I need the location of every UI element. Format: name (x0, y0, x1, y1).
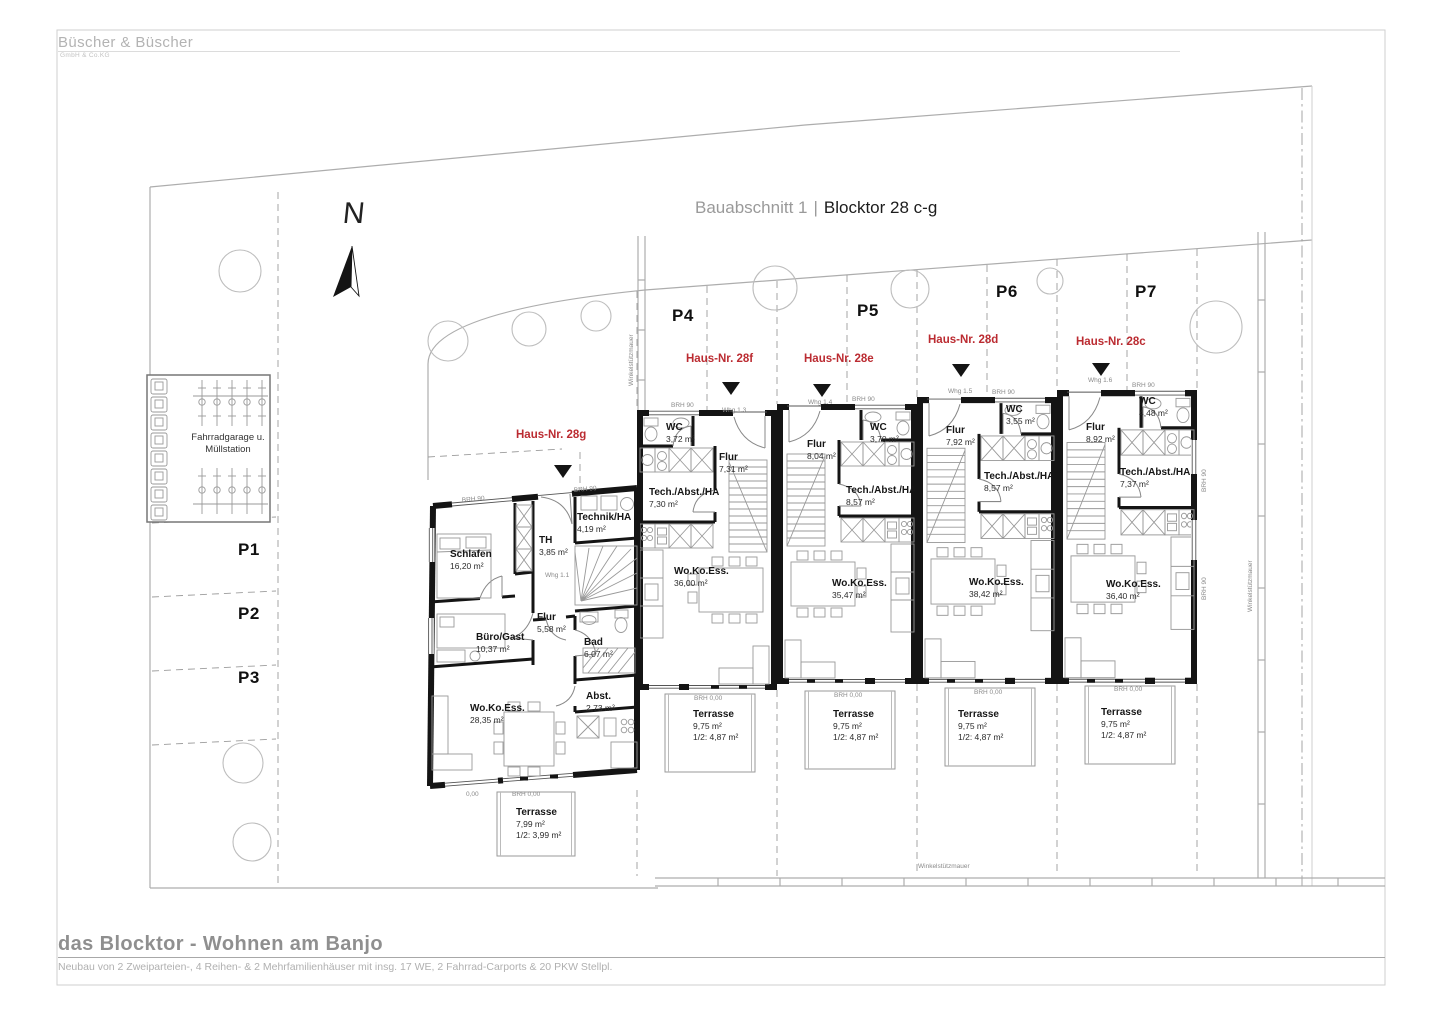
terrace-label-28d: Terrasse 9,75 m² 1/2: 4,87 m² (958, 709, 1004, 743)
parking-label-p3: P3 (238, 668, 260, 687)
house-28c (1057, 390, 1197, 684)
svg-text:Whg 1.1: Whg 1.1 (545, 572, 570, 579)
room-label-technik: Technik/HA 4,19 m² (577, 512, 632, 534)
svg-text:Whg 1.5: Whg 1.5 (948, 388, 973, 395)
plan-title-main: Blocktor 28 c-g (823, 198, 938, 217)
svg-text:BRH 90: BRH 90 (852, 396, 875, 403)
room-label-bad: Bad 6,07 m² (584, 637, 613, 659)
parking-label-p4: P4 (672, 306, 694, 325)
wall-label-left: Winkelstützmauer (628, 334, 635, 386)
plan-title (695, 198, 937, 218)
plan-title-prefix: Bauabschnitt 1 (695, 198, 808, 217)
room-label-tech-f: Tech./Abst./HA 7,30 m² (649, 487, 720, 509)
parking-label-p7: P7 (1135, 282, 1157, 301)
room-label-tech-d: Tech./Abst./HA 8,57 m² (984, 471, 1055, 493)
house-28e (777, 404, 917, 684)
company-subtitle: GmbH & Co.KG (60, 52, 110, 59)
terrace-label-28c: Terrasse 9,75 m² 1/2: 4,87 m² (1101, 707, 1147, 741)
room-label-wokoess-e: Wo.Ko.Ess. 35,47 m² (832, 578, 887, 600)
room-label-wc-d: WC 3,55 m² (1006, 404, 1035, 426)
room-label-tech-c: Tech./Abst./HA 7,37 m² (1120, 467, 1191, 489)
svg-text:BRH 90: BRH 90 (671, 402, 694, 409)
parking-label-p1: P1 (238, 540, 260, 559)
room-label-schlafen: Schlafen 16,20 m² (450, 549, 492, 571)
footer-rule (58, 957, 1385, 958)
house-number-28f: Haus-Nr. 28f (686, 353, 754, 365)
plan-title-separator: | (813, 198, 818, 217)
svg-text:BRH 0,00: BRH 0,00 (974, 689, 1003, 696)
svg-text:BRH 0,00: BRH 0,00 (834, 692, 863, 699)
room-label-wc-e: WC 3,70 m² (870, 422, 899, 444)
house-28d (917, 397, 1057, 684)
terrace-label-28f: Terrasse 9,75 m² 1/2: 4,87 m² (693, 709, 739, 743)
room-label-wokoess-c: Wo.Ko.Ess. 36,40 m² (1106, 579, 1161, 601)
bike-garage-label: Fahrradgarage u. Müllstation (191, 432, 265, 455)
room-label-th: TH 3,85 m² (539, 535, 568, 557)
north-label: N (341, 197, 367, 230)
room-label-flur-c: Flur 8,92 m² (1086, 422, 1115, 444)
room-label-wokoess-g: Wo.Ko.Ess. 28,35 m² (470, 703, 525, 725)
svg-text:Whg 1.4: Whg 1.4 (808, 399, 833, 406)
svg-text:BRH 90: BRH 90 (992, 389, 1015, 396)
retaining-wall-right (1258, 232, 1265, 878)
house-number-28d: Haus-Nr. 28d (928, 334, 999, 346)
site-boundary-top (150, 86, 1312, 187)
room-label-wc-c: WC 4,48 m² (1139, 396, 1168, 418)
company-name: Büscher & Büscher (58, 34, 194, 51)
svg-text:BRH 90: BRH 90 (573, 485, 597, 494)
house-number-28e: Haus-Nr. 28e (804, 353, 874, 365)
project-title: das Blocktor - Wohnen am Banjo (58, 933, 383, 955)
svg-text:BRH 90: BRH 90 (1132, 382, 1155, 389)
terrace-label-28e: Terrasse 9,75 m² 1/2: 4,87 m² (833, 709, 879, 743)
header-rule (58, 51, 1180, 52)
svg-text:0,00: 0,00 (466, 791, 479, 798)
parking-label-p5: P5 (857, 301, 879, 320)
svg-text:Whg 1.6: Whg 1.6 (1088, 377, 1113, 384)
house-number-28c: Haus-Nr. 28c (1076, 336, 1146, 348)
room-label-flur-d: Flur 7,92 m² (946, 425, 975, 447)
svg-text:BRH 0,00: BRH 0,00 (694, 695, 723, 702)
wall-label-bottom: Winkelstützmauer (918, 863, 970, 870)
svg-text:BRH 90: BRH 90 (1201, 469, 1208, 492)
room-label-flur-g: Flur 5,58 m² (537, 612, 566, 634)
room-label-tech-e: Tech./Abst./HA 8,57 m² (846, 485, 917, 507)
parking-label-p2: P2 (238, 604, 260, 623)
room-label-flur-e: Flur 8,04 m² (807, 439, 836, 461)
house-number-28g: Haus-Nr. 28g (516, 429, 587, 441)
north-arrow-icon (333, 246, 359, 297)
house-28f (637, 410, 777, 690)
svg-text:Whg 1.3: Whg 1.3 (722, 407, 747, 414)
project-subtitle: Neubau von 2 Zweiparteien-, 4 Reihen- & 2 Mehrfamilienhäuser mit insg. 17 WE, 2 Fahrrad-Carports & 20 PKW Stellpl. (58, 961, 613, 973)
terrace-label-28g: Terrasse 7,99 m² 1/2: 3,99 m² (516, 807, 562, 841)
room-label-flur-f: Flur 7,31 m² (719, 452, 748, 474)
svg-text:BRH 90: BRH 90 (1201, 577, 1208, 600)
room-label-abst: Abst. 2,73 m² (586, 691, 615, 713)
room-label-wokoess-f: Wo.Ko.Ess. 36,00 m² (674, 566, 729, 588)
parking-label-p6: P6 (996, 282, 1018, 301)
svg-text:BRH 90: BRH 90 (461, 495, 485, 504)
wall-label-right: Winkelstützmauer (1247, 560, 1254, 612)
room-label-wokoess-d: Wo.Ko.Ess. 38,42 m² (969, 577, 1024, 599)
room-label-wc-f: WC 3,72 m² (666, 422, 695, 444)
retaining-wall-bottom (655, 878, 1385, 886)
svg-text:BRH 0,00: BRH 0,00 (1114, 686, 1143, 693)
svg-text:BRH 0,00: BRH 0,00 (512, 791, 541, 798)
room-label-buero: Büro/Gast 10,37 m² (476, 632, 525, 654)
